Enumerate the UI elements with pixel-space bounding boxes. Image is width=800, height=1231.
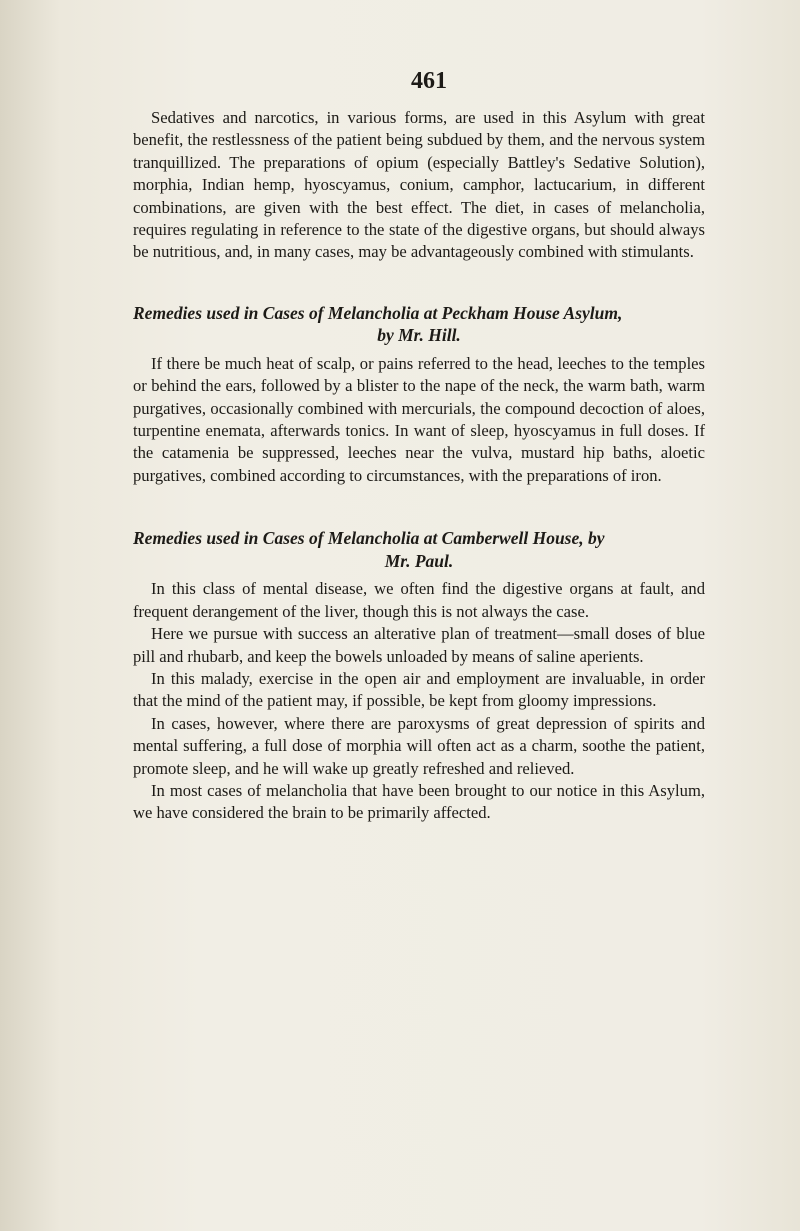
text-column xyxy=(133,68,705,825)
page-number: 461 xyxy=(411,68,447,94)
section2-paragraph: In this class of mental disease, we often find the digestive organs at fault, and frequent derangement of the liver, though this is not always the case. xyxy=(133,579,705,621)
section1-paragraph: If there be much heat of scalp, or pains referred to the head, leeches to the temples or behind the ears, followed by a blister to the nape of the neck, the warm bath, warm purgatives, occasionally combined with mercurials, the compound decoction of aloes, turpentine enemata, afterwards tonics. In want of sleep, hyoscyamus in full doses. If the catamenia be suppressed, leeches near the vulva, mustard hip baths, aloetic purgatives, combined according to circumstances, with the preparations of iron. xyxy=(133,353,705,485)
section1-heading xyxy=(133,302,705,347)
section2-heading-line2: Mr. Paul. xyxy=(384,550,454,571)
section1-heading-line1: Remedies used in Cases of Melancholia at Peckham House Asylum, xyxy=(133,302,623,323)
section2-paragraph: Here we pursue with success an alterative plan of treatment—small doses of blue pill and rhubarb, and keep the bowels unloaded by means of saline aperients. xyxy=(133,624,705,666)
intro-paragraph: Sedatives and narcotics, in various forms, are used in this Asylum with great benefit, the restlessness of the patient being subdued by them, and the nervous system tranquillized. The preparations of opium (especially Battley's Sedative Solution), morphia, Indian hemp, hyoscyamus, conium, camphor, lactucarium, in different combinations, are given with the best effect. The diet, in cases of melancholia, requires regulating in reference to the state of the digestive organs, but should always be nutritious, and, in many cases, may be advantageously combined with stimulants. xyxy=(133,108,705,262)
section2-heading-line1: Remedies used in Cases of Melancholia at Camberwell House, by xyxy=(133,528,605,549)
section2-paragraph: In cases, however, where there are paroxysms of great depression of spirits and mental suffering, a full dose of morphia will often act as a charm, soothe the patient, promote sleep, and he will wake up greatly refreshed and relieved. xyxy=(133,713,705,778)
section2-heading xyxy=(133,527,705,572)
section1-heading-line2: by Mr. Hill. xyxy=(377,325,461,346)
section2-paragraph: In this malady, exercise in the open air and employment are invaluable, in order that the mind of the patient may, if possible, be kept from gloomy impressions. xyxy=(133,668,705,711)
section2-paragraph: In most cases of melancholia that have been brought to our notice in this Asylum, we have considered the brain to be primarily affected. xyxy=(133,780,705,823)
